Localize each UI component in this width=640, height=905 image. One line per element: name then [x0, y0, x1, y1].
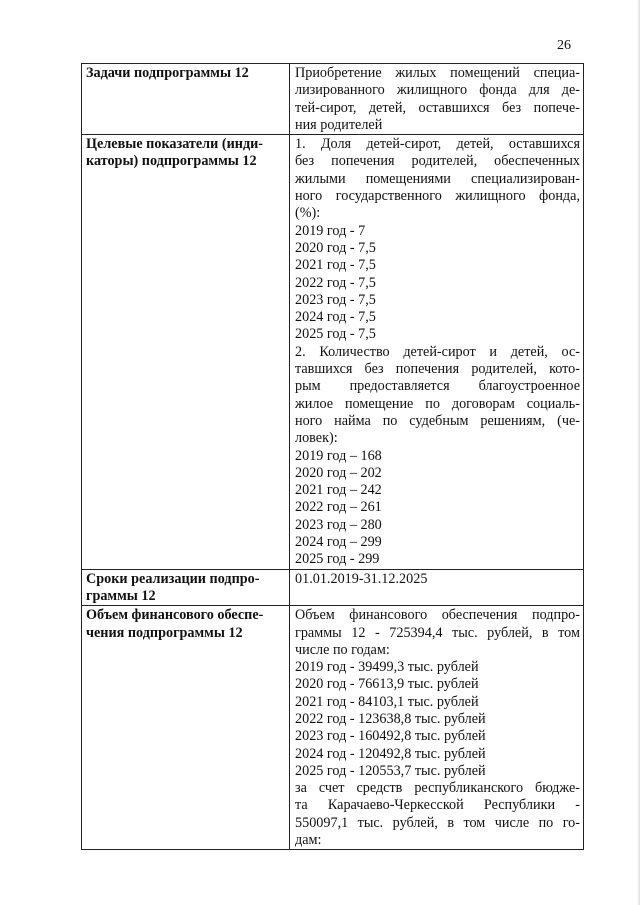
row-tasks [82, 64, 584, 135]
content-line: 2022 год - 123638,8 тыс. рублей [295, 710, 486, 727]
content-line: ного государственного жилищного фонда, [295, 188, 580, 205]
content-line: жилое помещение по договорам социаль- [295, 395, 580, 412]
content-line: 2020 год – 202 [295, 464, 382, 481]
content-line: 2020 год - 76613,9 тыс. рублей [295, 676, 479, 693]
label-line: Задачи подпрограммы 12 [86, 65, 249, 81]
content-line: 2021 год - 84103,1 тыс. рублей [295, 693, 479, 710]
row-label-cell [82, 135, 290, 569]
page-number: 26 [557, 38, 571, 53]
content-line: 2. Количество детей-сирот и детей, ос- [295, 343, 580, 360]
row-content-cell [290, 606, 584, 850]
row-label-cell [82, 569, 290, 606]
content-line: 2021 год - 7,5 [295, 257, 376, 274]
row-target-indicators [82, 135, 584, 569]
content-line: лизированного жилищного фонда для де- [295, 82, 580, 99]
content-line: 1. Доля детей-сирот, детей, оставшихся [295, 136, 580, 153]
content-line: 2024 год - 7,5 [295, 309, 376, 326]
content-line: 2019 год - 7 [295, 222, 366, 239]
row-content-cell [290, 135, 584, 569]
content-line: тавшихся без попечения родителей, кото- [295, 361, 580, 378]
content-line: рым предоставляется благоустроенное [295, 378, 580, 395]
content-line: 2023 год – 280 [295, 516, 382, 533]
subprogram-passport-table [81, 63, 584, 850]
label-line: Целевые показатели (инди- [86, 136, 264, 153]
content-line: ного найма по судебным решениям, (че- [295, 412, 580, 429]
label-line: Сроки реализации подпро- [86, 570, 260, 587]
content-line: без попечения родителей, обеспеченных [295, 153, 580, 170]
content-line: 2025 год - 120553,7 тыс. рублей [295, 762, 486, 779]
content-line: граммы 12 - 725394,4 тыс. рублей, в том [295, 624, 580, 641]
content-line: жилыми помещениями специализирован- [295, 170, 580, 187]
content-line: ловек): [295, 430, 338, 447]
content-line: тей-сирот, детей, оставшихся без попече- [295, 99, 580, 116]
content-line: 2022 год - 7,5 [295, 274, 376, 291]
row-implementation-period [82, 569, 584, 606]
content-line: дам: [295, 832, 322, 849]
content-line: 2019 год - 39499,3 тыс. рублей [295, 659, 479, 676]
content-line: 2024 год - 120492,8 тыс. рублей [295, 745, 486, 762]
content-line: 2023 год - 160492,8 тыс. рублей [295, 728, 486, 745]
content-line: та Карачаево-Черкесской Республики - [295, 797, 580, 814]
content-line: 2025 год - 7,5 [295, 326, 376, 343]
content-line: Приобретение жилых помещений специа- [295, 65, 580, 81]
label-line: граммы 12 [86, 587, 156, 604]
content-line: 2019 год – 168 [295, 447, 382, 464]
row-label-cell [82, 606, 290, 850]
content-line: числе по годам: [295, 641, 390, 658]
content-line: 2025 год - 299 [295, 551, 380, 568]
content-line: Объем финансового обеспечения подпро- [295, 607, 580, 624]
content-line: за счет средств республиканского бюдже- [295, 780, 580, 797]
content-line: ния родителей [295, 116, 383, 133]
label-line: Объем финансового обеспе- [86, 607, 264, 624]
label-line: чения подпрограммы 12 [86, 624, 243, 641]
row-content-cell [290, 64, 584, 135]
content-line: 2024 год – 299 [295, 534, 382, 551]
row-content-cell [290, 569, 584, 606]
row-label-cell [82, 64, 290, 135]
content-line: 2022 год – 261 [295, 499, 382, 516]
content-line: 01.01.2019-31.12.2025 [295, 570, 428, 587]
content-line: 2020 год - 7,5 [295, 239, 376, 256]
content-line: 2023 год - 7,5 [295, 291, 376, 308]
content-line: (%): [295, 205, 321, 222]
content-line: 2021 год – 242 [295, 482, 382, 499]
content-line: 550097,1 тыс. рублей, в том числе по го- [295, 814, 580, 831]
label-line: каторы) подпрограммы 12 [86, 153, 257, 170]
row-financing-volume [82, 606, 584, 850]
